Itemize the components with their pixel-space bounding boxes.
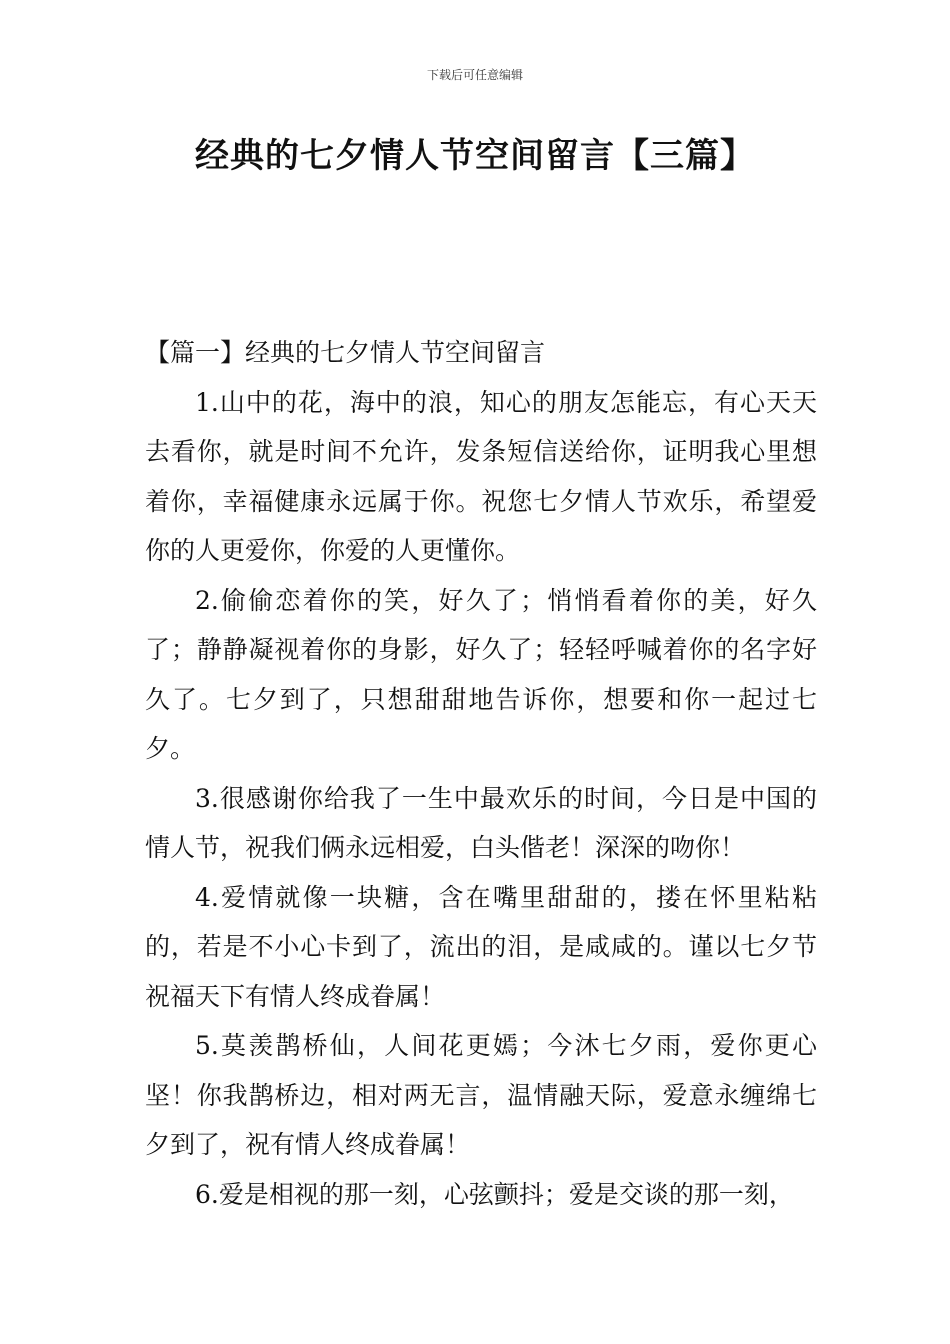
paragraph-3: 3.很感谢你给我了一生中最欢乐的时间，今日是中国的情人节，祝我们俩永远相爱，白头偕老！深深的吻你！ <box>145 783 817 862</box>
paragraph-6: 6.爱是相视的那一刻，心弦颤抖；爱是交谈的那一刻， <box>195 1179 794 1209</box>
paragraph-5: 5.莫羡鹊桥仙，人间花更嫣；今沐七夕雨，爱你更心坚！你我鹊桥边，相对两无言，温情融天际，爱意永缠绵七夕到了，祝有情人终成眷属！ <box>145 1031 817 1159</box>
page-header-note: 下载后可任意编辑 <box>426 68 523 82</box>
paragraph-1: 1.山中的花，海中的浪，知心的朋友怎能忘，有心天天去看你，就是时间不允许，发条短信送给你，证明我心里想着你，幸福健康永远属于你。祝您七夕情人节欢乐，希望爱你的人更爱你，你爱的人更懂你。 <box>145 387 817 565</box>
section-heading: 【篇一】经典的七夕情人节空间留言 <box>145 338 546 367</box>
paragraph-4: 4.爱情就像一块糖，含在嘴里甜甜的，搂在怀里粘粘的，若是不小心卡到了，流出的泪，是咸咸的。谨以七夕节祝福天下有情人终成眷属！ <box>145 882 817 1011</box>
paragraph-2: 2.偷偷恋着你的笑，好久了；悄悄看着你的美，好久了；静静凝视着你的身影，好久了；轻轻呼喊着你的名字好久了。七夕到了，只想甜甜地告诉你，想要和你一起过七夕。 <box>145 585 817 763</box>
document-body <box>145 328 817 1219</box>
document-title: 经典的七夕情人节空间留言【三篇】 <box>195 136 755 176</box>
